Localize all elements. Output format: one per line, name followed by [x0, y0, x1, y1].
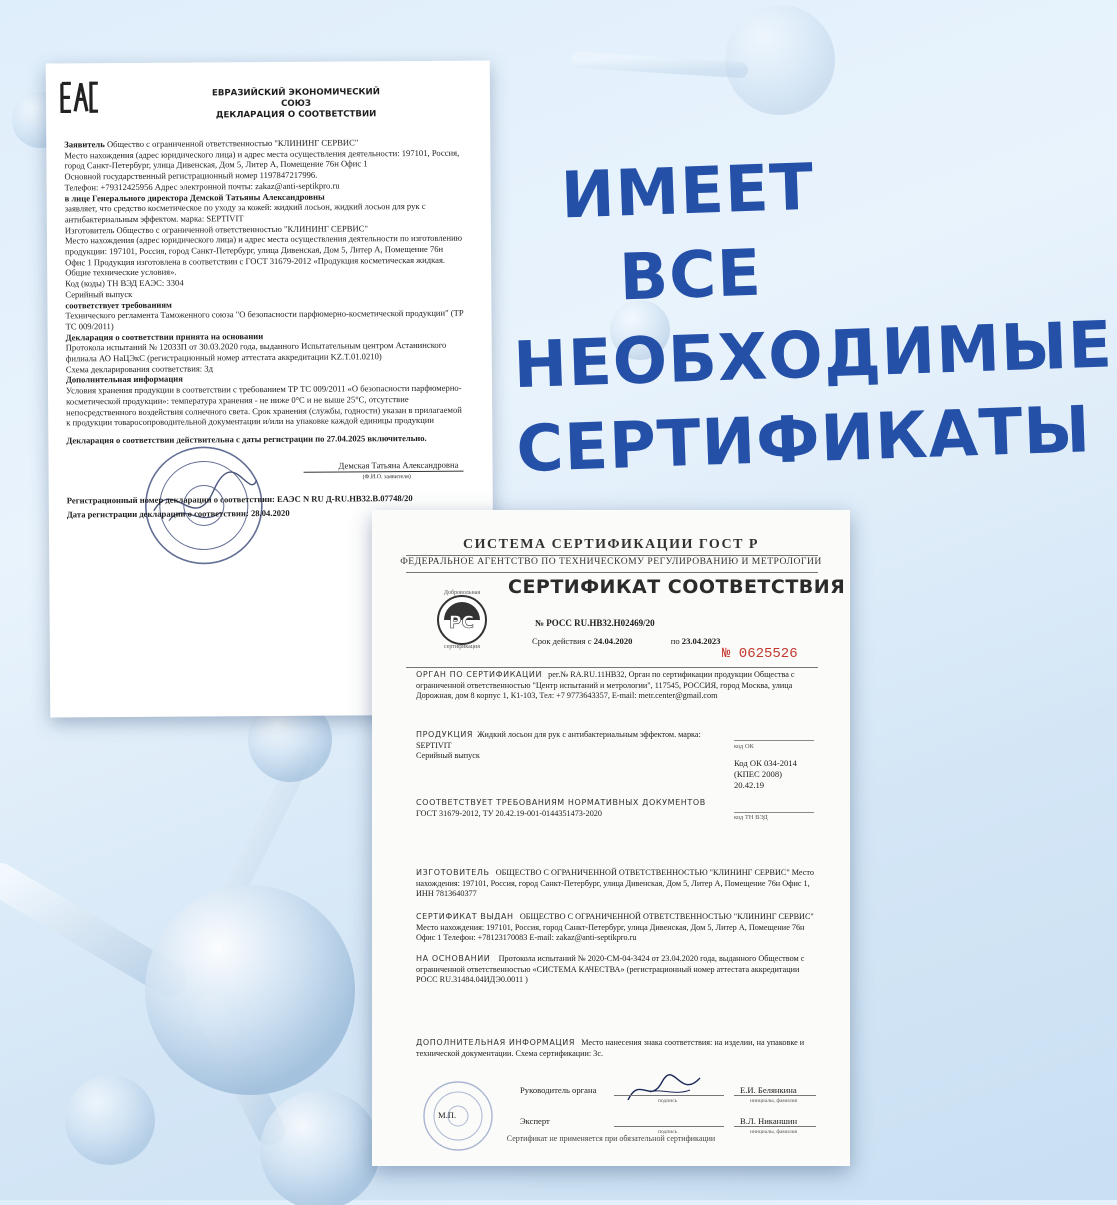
valid-to-date: 23.04.2023 — [681, 636, 721, 646]
ogrn: Основной государственный регистрационный номер 1197847217996. — [64, 169, 318, 182]
extra-label: Дополнительная информация — [65, 374, 183, 385]
person: в лице Генерального директора Демской Татьяны Александровны — [64, 191, 325, 203]
valid-to-label: по — [670, 636, 680, 646]
manufacturer-address: Место нахождения (адрес юридического лица) и адрес места осуществления деятельности по изготовлению продукции: 197101, Россия, город Санкт-Петербург, улица Дивенская, Дом 5, Литер А, Помещение 76н Офис 1 Продукция изготовлена в соответствии с ГОСТ 31679-2012 «Продукция косметическая жидкая. Общие технические условия». — [64, 232, 463, 278]
basis-text: Протокола испытаний № 2020-СМ-04-3424 от 23.04.2020 года, выданного Обществом с ограниченной ответственностью «СИСТЕМА КАЧЕСТВА» (регистрационный номер аттестата аккредитации РОСС RU.31484.04ИДЭ0.0011 ) — [416, 954, 805, 984]
maker-text: ОБЩЕСТВО С ОГРАНИЧЕННОЙ ОТВЕТСТВЕННОСТЬЮ "КЛИНИНГ СЕРВИС" Место нахождения: 197101, Россия, город Санкт-Петербург, улица Дивенская, Дом 5, Литер А, Помещение 76н Офис 1, ИНН 7813640377 — [416, 868, 814, 898]
logo-caption-top: Добровольная — [443, 590, 481, 596]
complies-section — [416, 798, 726, 819]
logo-caption-bottom: сертификация — [444, 644, 480, 650]
complies-label: СООТВЕТСТВУЕТ ТРЕБОВАНИЯМ НОРМАТИВНЫХ ДОКУМЕНТОВ — [416, 798, 706, 807]
expert-label: Эксперт — [520, 1116, 550, 1126]
divider — [406, 555, 818, 556]
complies-text: ГОСТ 31679-2012, ТУ 20.42.19-001-0144351473-2020 — [416, 808, 602, 818]
head-sig-caption: подпись — [658, 1098, 678, 1104]
maker-section — [416, 868, 816, 900]
headline-line-3: СЕРТИФИКАТЫ — [515, 393, 1093, 488]
agency-name: ФЕДЕРАЛЬНОЕ АГЕНТСТВО ПО ТЕХНИЧЕСКОМУ РЕГУЛИРОВАНИЮ И МЕТРОЛОГИИ — [400, 556, 822, 567]
product-label: ПРОДУКЦИЯ — [416, 730, 474, 739]
tn-code-box: код ТН ВЭД — [734, 812, 814, 824]
head-name: Е.И. Белянкина — [740, 1085, 797, 1095]
basis-label: НА ОСНОВАНИИ — [416, 954, 491, 963]
extra-text: Место нанесения знака соответствия: на изделии, на упаковке и технической документации. Схема сертификации: 3с. — [416, 1038, 805, 1058]
registration-date: Дата регистрации декларации о соответствии: 28.04.2020 — [66, 507, 290, 520]
headline — [506, 144, 1115, 492]
svg-text:PC: PC — [449, 613, 474, 633]
regulation: Технического регламента Таможенного союза "О безопасности парфюмерно-косметической продукции" (ТР ТС 009/2011) — [65, 307, 464, 332]
product-section — [416, 730, 716, 762]
tn-code: Код (коды) ТН ВЭД ЕАЭС: 3304 — [65, 277, 184, 289]
protocol: Протокола испытаний № 12033П от 30.03.2020 года, выданного Испытательным центром Астанинского филиала АО НаЦЭкС (регистрационный номер аттестата аккредитации KZ.T.01.0210) — [65, 340, 447, 364]
validity: Декларация о соответствии действительна с даты регистрации по 27.04.2025 включительно. — [66, 432, 427, 446]
signer-caption: (Ф.И.О. заявителя) — [362, 474, 411, 481]
headline-line-2: НЕОБХОДИМЫЕ — [512, 308, 1115, 404]
union-title: ЕВРАЗИЙСКИЙ ЭКОНОМИЧЕСКИЙ СОЮЗ — [211, 87, 380, 109]
divider — [406, 572, 818, 573]
serial-release: Серийный выпуск — [65, 288, 133, 300]
ok-code-value: Код ОК 034-2014 (КПЕС 2008) 20.42.19 — [734, 758, 797, 790]
applicant-text: Общество с ограниченной ответственностью "КЛИНИНГ СЕРВИС" — [104, 137, 359, 150]
signer-name: Демская Татьяна Александровна — [338, 459, 459, 471]
organ-text: рег.№ RA.RU.11HB32, Орган по сертификации продукции Общества с ограниченной ответственностью "Центр испытаний и метрологии", 117545, РОССИЯ, город Москва, улица Дорожная, дом 8 корпус 1, К1-103, Тел: +7 9773643357, E-mail: metr.center@gmail.com — [416, 670, 795, 700]
basis-section — [416, 954, 816, 986]
maker-label: ИЗГОТОВИТЕЛЬ — [416, 868, 490, 877]
issued-text: ОБЩЕСТВО С ОГРАНИЧЕННОЙ ОТВЕТСТВЕННОСТЬЮ "КЛИНИНГ СЕРВИС" Место нахождения: 197101, Россия, город Санкт-Петербург, улица Дивенская, Дом 5, Литер А, Помещение 76н Офис 1 Телефон: +78123170083 E-mail: zakaz@anti-septikpro.ru — [416, 912, 814, 942]
ok-code-label: код ОК — [734, 740, 814, 752]
issued-section — [416, 912, 816, 944]
manufacturer: Изготовитель Общество с ограниченной ответственностью "КЛИНИНГ СЕРВИС" — [64, 222, 368, 236]
blank-serial-number: № 0625526 — [722, 646, 798, 662]
phone: Телефон: +79312425956 Адрес электронной почты: zakaz@anti-septikpro.ru — [64, 180, 340, 193]
valid-from-date: 24.04.2020 — [593, 636, 633, 646]
expert-sig-caption: подпись — [658, 1129, 678, 1135]
product-serial: Серийный выпуск — [416, 751, 480, 760]
declaration-header — [196, 87, 396, 121]
validity-period — [532, 636, 720, 647]
issued-label: СЕРТИФИКАТ ВЫДАН — [416, 912, 514, 921]
basis-label: Декларация о соответствии принята на основании — [65, 330, 264, 343]
rst-logo-icon — [434, 592, 490, 648]
product-text: Жидкий лосьон для рук с антибактериальным эффектом. марка: SEPTIVIT — [416, 730, 701, 750]
complies-label: соответствует требованиям — [65, 299, 172, 310]
eac-logo-icon — [60, 77, 100, 117]
applicant-address: Место нахождения (адрес юридического лица) и адрес места осуществления деятельности: 197101, Россия, город Санкт-Петербург, улица Дивенская, Дом 5, Литер А, Помещение 76н Офис 1 — [64, 147, 460, 171]
divider — [406, 667, 818, 668]
organ-label: ОРГАН ПО СЕРТИФИКАЦИИ — [416, 670, 543, 679]
organ-section — [416, 670, 816, 702]
certification-system: СИСТЕМА СЕРТИФИКАЦИИ ГОСТ Р — [463, 537, 759, 552]
scheme: Схема декларирования соответствия: 3д — [65, 363, 213, 375]
stamp-place: М.П. — [438, 1110, 457, 1120]
extra-label: ДОПОЛНИТЕЛЬНАЯ ИНФОРМАЦИЯ — [416, 1038, 576, 1047]
gost-certificate-document — [372, 510, 850, 1166]
head-name-caption: инициалы, фамилия — [750, 1098, 798, 1104]
ok-code-box — [734, 740, 814, 791]
registration-number: Регистрационный номер декларации о соответствии: ЕАЭС N RU Д-RU.HB32.B.07748/20 — [66, 493, 413, 506]
declares: заявляет, что средство косметическое по уходу за кожей: жидкий лосьон, жидкий лосьон для рук с антибактериальным эффектом. марка: SEPTIVIT — [64, 201, 426, 225]
certificate-number: № РОСС RU.HB32.H02469/20 — [535, 618, 655, 628]
expert-name: В.Л. Никаншин — [740, 1116, 798, 1126]
applicant-label: Заявитель — [64, 139, 105, 150]
certificate-title: СЕРТИФИКАТ СООТВЕТСТВИЯ — [508, 576, 846, 598]
head-label: Руководитель органа — [520, 1085, 597, 1095]
headline-line-1: ИМЕЕТ ВСЕ — [559, 150, 816, 316]
expert-name-caption: инициалы, фамилия — [750, 1129, 798, 1135]
valid-from-label: Срок действия с — [532, 636, 592, 646]
extra-info: Условия хранения продукции в соответствии с требованием ТР ТС 009/2011 «О безопасности парфюмерно-косметической продукции»: температура хранения - не ниже 0°С и не выше 25°С, отсутствие непосредственного воздействия солнечного света. Срок хранения (службы, годности) указан в прилагаемой к продукции товаросопроводительной документации и/или на упаковке каждой единицы продукции — [65, 382, 462, 428]
certificate-footer: Сертификат не применяется при обязательной сертификации — [506, 1134, 716, 1143]
extra-section — [416, 1038, 816, 1059]
declaration-body — [64, 137, 466, 429]
declaration-title: ДЕКЛАРАЦИЯ О СООТВЕТСТВИИ — [215, 109, 377, 121]
